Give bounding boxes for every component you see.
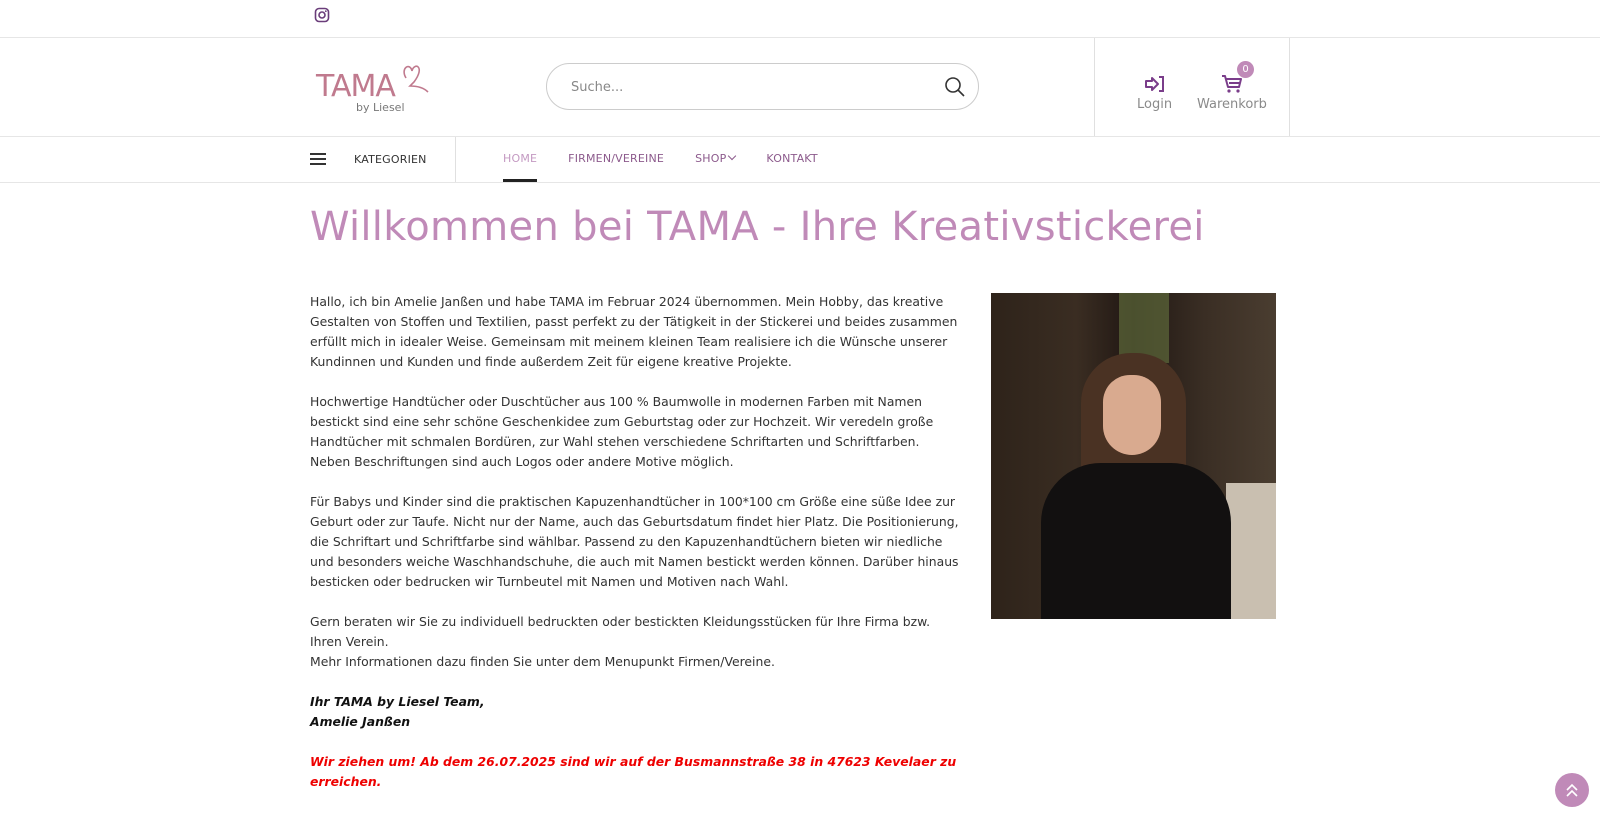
kids-paragraph: Für Babys und Kinder sind die praktischen Kapuzenhandtücher in 100*100 cm Größe eine süße Idee zur Geburt oder zur Taufe. Nicht nur der Name, auch das Geburtsdatum findet hier Platz. Die Positionierung, die Schriftart und Schriftfarbe sind wählbar. Passend zu den Kapuzenhandtüchern bieten wir niedliche und besonders weiche Waschhandschuhe, die auch mit Namen bestickt werden können. Darüber hinaus besticken oder bedrucken wir Turnbeutel mit Namen und Motiven nach Wahl. [310, 494, 959, 589]
search-input[interactable] [571, 76, 931, 98]
intro-paragraph: Hallo, ich bin Amelie Janßen und habe TAMA im Februar 2024 übernommen. Mein Hobby, das kreative Gestalten von Stoffen und Textilien, passt perfekt zu der Tätigkeit in der Stickerei und beides zusammen erfüllt mich in idealer Weise. Gemeinsam mit meinem kleinen Team realisiere ich die Wünsche unserer Kundinnen und Kunden und finde außerdem Zeit für eigene kreative Projekte. [310, 294, 958, 369]
more-info-paragraph: Mehr Informationen dazu finden Sie unter dem Menupunkt Firmen/Vereine. [310, 654, 775, 669]
cart-label: Warenkorb [1197, 97, 1267, 112]
search-icon[interactable] [944, 76, 966, 98]
nav-item-shop[interactable] [695, 137, 735, 182]
cart-button[interactable] [1197, 64, 1267, 112]
login-button[interactable] [1137, 74, 1172, 112]
cart-icon [1221, 74, 1243, 94]
search-bar [546, 63, 979, 110]
logo[interactable] [314, 56, 432, 120]
login-label: Login [1137, 97, 1173, 112]
svg-text:TAMA: TAMA [316, 69, 395, 104]
page-title: Willkommen bei TAMA - Ihre Kreativstickerei [310, 204, 1205, 250]
top-bar [0, 0, 1600, 38]
nav-item-kontakt[interactable]: KONTAKT [766, 152, 818, 165]
nav-item-firmen-vereine[interactable]: FIRMEN/VEREINE [568, 152, 665, 165]
svg-text:by Liesel: by Liesel [356, 101, 405, 114]
cart-count-badge: 0 [1237, 61, 1254, 78]
double-chevron-up-icon [1565, 782, 1579, 798]
scroll-to-top-button[interactable] [1555, 773, 1589, 807]
site-header [0, 38, 1600, 137]
chevron-down-icon [728, 152, 736, 160]
business-paragraph: Gern beraten wir Sie zu individuell bedruckten oder bestickten Kleidungsstücken für Ihre Firma bzw. Ihren Verein. [310, 614, 931, 649]
nav-item-shop-label: SHOP [695, 152, 727, 165]
signature-team: Ihr TAMA by Liesel Team, [310, 694, 485, 709]
moving-notice: Wir ziehen um! Ab dem 26.07.2025 sind wir auf der Busmannstraße 38 in 47623 Kevelaer zu erreichen. [310, 754, 957, 789]
categories-toggle[interactable] [310, 137, 456, 182]
nav-item-home[interactable]: HOME [503, 137, 537, 182]
login-icon [1144, 74, 1166, 94]
categories-label: KATEGORIEN [354, 153, 427, 166]
account-area [1094, 38, 1290, 136]
logo-image [314, 56, 432, 120]
nav-menu [503, 137, 849, 182]
menu-icon [310, 153, 326, 165]
instagram-icon [314, 7, 330, 23]
signature-name: Amelie Janßen [310, 714, 411, 729]
instagram-link[interactable] [314, 7, 330, 23]
page-content [310, 292, 962, 812]
main-navigation [0, 137, 1600, 183]
towels-paragraph: Hochwertige Handtücher oder Duschtücher aus 100 % Baumwolle in modernen Farben mit Namen bestickt sind eine sehr schöne Geschenkidee zum Geburtstag oder zur Hochzeit. Wir veredeln große Handtücher mit schmalen Bordüren, zur Wahl stehen verschiedene Schriftarten und Schriftfarben. Neben Beschriftungen sind auch Logos oder andere Motive möglich. [310, 394, 934, 469]
portrait-photo [991, 293, 1276, 619]
